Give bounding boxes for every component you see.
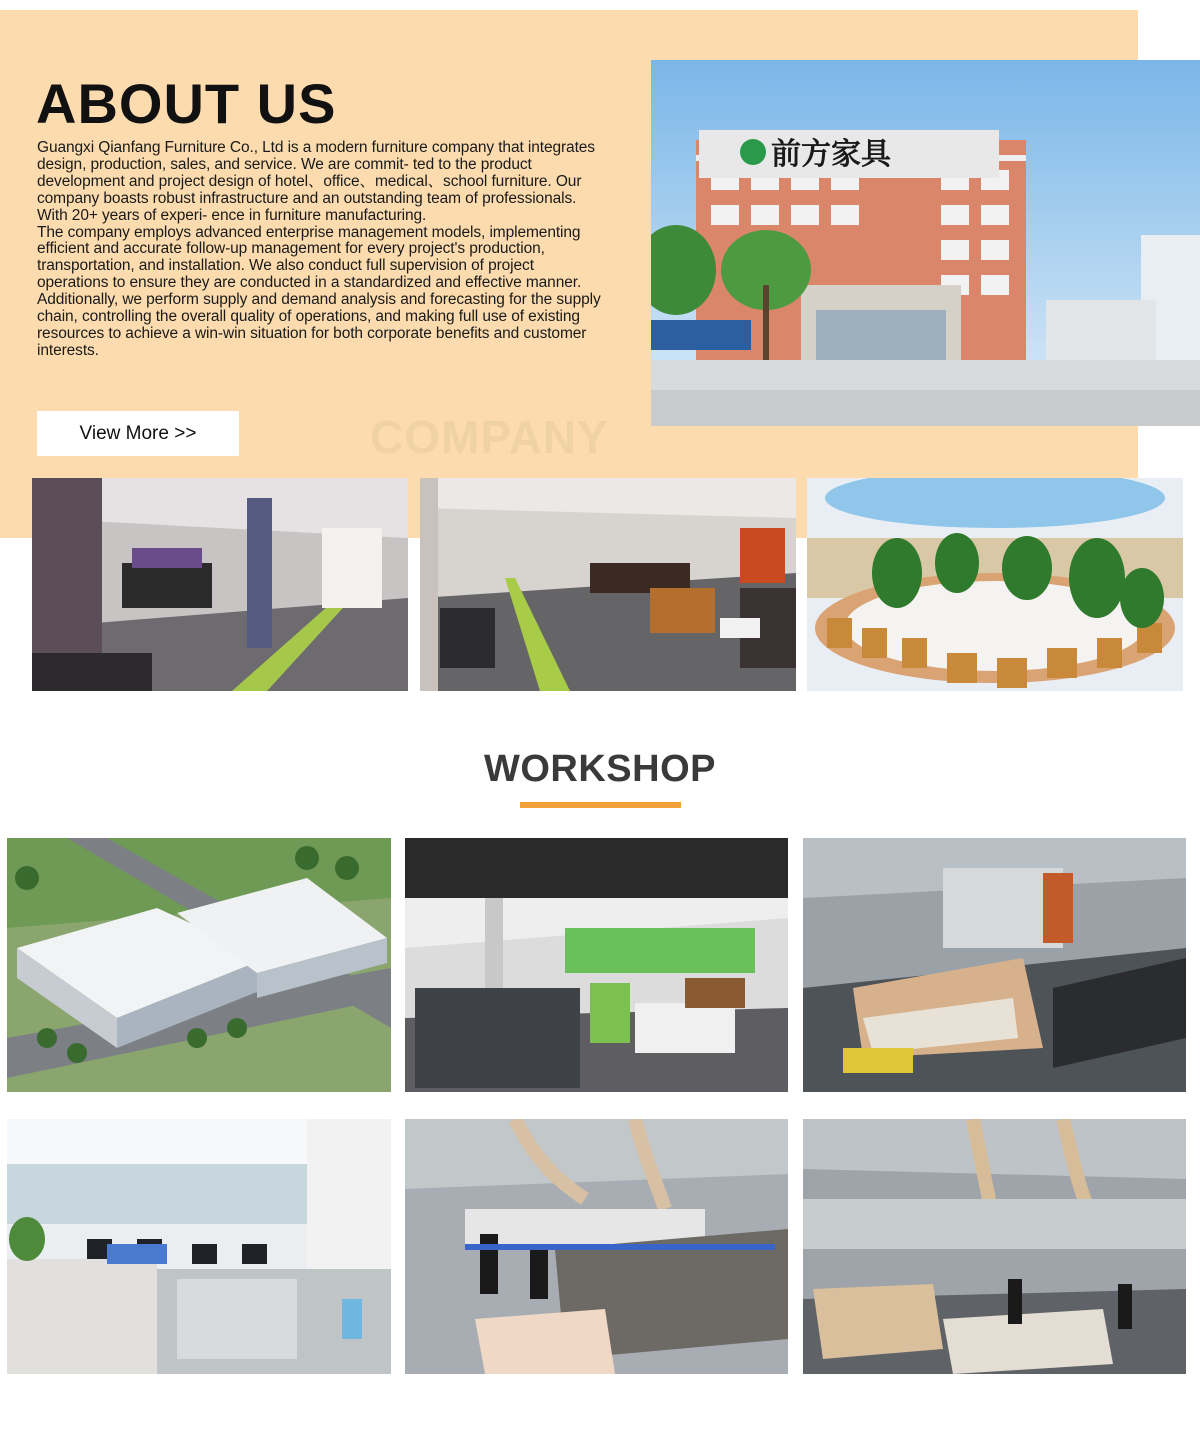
showroom-photo-1 — [32, 478, 408, 691]
workshop-photo-aerial — [7, 838, 391, 1092]
view-more-button[interactable]: View More >> — [37, 411, 239, 456]
company-building-photo — [651, 60, 1200, 426]
company-watermark: COMPANY — [370, 411, 609, 463]
workshop-photo-production-line-2 — [405, 1119, 788, 1374]
workshop-photo-office-showroom — [405, 838, 788, 1092]
about-paragraph-1: Guangxi Qianfang Furniture Co., Ltd is a modern furniture company that integrates design, production, sales, and service. We are commit- ted to the product development and project design of hotel、office、medical、school furniture. Our company boasts robust infrastructure and an outstanding team of professionals. With 20+ years of experi- ence in furniture manufacturing. — [37, 139, 595, 224]
showroom-photo-3 — [807, 478, 1183, 691]
about-paragraph-2: The company employs advanced enterprise management models, implementing efficient and accurate follow-up management for every project's production, transportation, and installation. We also conduct full supervision of project operations to ensure they are conducted in a standardized and effective manner. Additionally, we perform supply and demand analysis and forecasting for the supply chain, controlling the overall quality of operations, and making full use of existing resources to achieve a win-win situation for both corporate benefits and customer interests. — [37, 223, 601, 359]
workshop-title-underline — [520, 802, 681, 808]
workshop-photo-production-line-3 — [803, 1119, 1186, 1374]
building-sign-text: 前方家具 — [771, 137, 891, 172]
about-corner — [1138, 10, 1200, 62]
workshop-title: WORKSHOP — [484, 748, 716, 790]
workshop-photo-office — [7, 1119, 391, 1374]
workshop-photo-production-line-1 — [803, 838, 1186, 1092]
about-title: ABOUT US — [36, 72, 337, 135]
about-description — [37, 140, 602, 360]
showroom-photo-2 — [420, 478, 796, 691]
